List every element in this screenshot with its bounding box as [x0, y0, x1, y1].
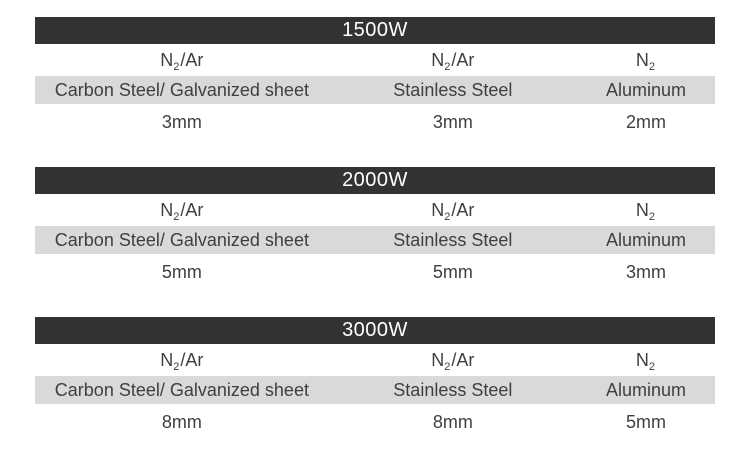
gas-cell — [35, 194, 329, 226]
gas-base: N — [431, 50, 445, 70]
material-cell: Aluminum — [605, 380, 686, 400]
gas-suffix: /Ar — [180, 200, 204, 220]
material-cell: Stainless Steel — [393, 380, 513, 400]
gas-cell — [577, 344, 715, 376]
gas-row — [35, 44, 715, 76]
power-header — [35, 317, 715, 344]
thickness-cell: 5mm — [161, 262, 202, 282]
material-row — [35, 226, 715, 254]
gas-base: N — [635, 350, 649, 370]
power-section-2000w — [35, 167, 715, 290]
gas-cell — [35, 344, 329, 376]
gas-suffix: /Ar — [180, 350, 204, 370]
power-spec-tables — [35, 17, 715, 461]
power-section-3000w — [35, 317, 715, 440]
gas-suffix: /Ar — [451, 350, 475, 370]
thickness-cell: 5mm — [625, 412, 666, 432]
gas-subscript: 2 — [648, 361, 656, 373]
material-cell: Stainless Steel — [393, 230, 513, 250]
gas-cell — [329, 194, 577, 226]
thickness-cell: 3mm — [625, 262, 666, 282]
thickness-cell: 5mm — [432, 262, 473, 282]
gas-subscript: 2 — [173, 211, 180, 223]
power-label: 1500W — [342, 19, 408, 41]
thickness-cell: 8mm — [161, 412, 202, 432]
thickness-cell: 8mm — [432, 412, 473, 432]
gas-base: N — [160, 200, 174, 220]
gas-cell — [329, 44, 577, 76]
gas-row — [35, 194, 715, 226]
gas-base: N — [160, 50, 174, 70]
thickness-cell: 3mm — [432, 112, 473, 132]
gas-cell — [329, 344, 577, 376]
gas-base: N — [431, 200, 445, 220]
material-cell: Aluminum — [605, 230, 686, 250]
gas-subscript: 2 — [444, 211, 451, 223]
material-cell: Carbon Steel/ Galvanized sheet — [54, 80, 309, 100]
power-header — [35, 17, 715, 44]
gas-cell — [577, 44, 715, 76]
power-header — [35, 167, 715, 194]
power-label: 3000W — [342, 319, 408, 341]
thickness-row — [35, 104, 715, 140]
power-section-1500w — [35, 17, 715, 140]
gas-subscript: 2 — [444, 361, 451, 373]
gas-base: N — [635, 50, 649, 70]
gas-suffix: /Ar — [451, 200, 475, 220]
material-cell: Aluminum — [605, 80, 686, 100]
material-cell: Carbon Steel/ Galvanized sheet — [54, 230, 309, 250]
gas-row — [35, 344, 715, 376]
material-row — [35, 376, 715, 404]
gas-subscript: 2 — [648, 211, 656, 223]
gas-base: N — [431, 350, 445, 370]
gas-subscript: 2 — [444, 61, 451, 73]
gas-cell — [577, 194, 715, 226]
gas-subscript: 2 — [173, 361, 180, 373]
gas-subscript: 2 — [173, 61, 180, 73]
gas-subscript: 2 — [648, 61, 656, 73]
thickness-row — [35, 404, 715, 440]
gas-base: N — [635, 200, 649, 220]
power-label: 2000W — [342, 169, 408, 191]
gas-cell — [35, 44, 329, 76]
thickness-cell: 2mm — [625, 112, 666, 132]
gas-suffix: /Ar — [180, 50, 204, 70]
material-cell: Carbon Steel/ Galvanized sheet — [54, 380, 309, 400]
gas-suffix: /Ar — [451, 50, 475, 70]
thickness-row — [35, 254, 715, 290]
thickness-cell: 3mm — [161, 112, 202, 132]
material-cell: Stainless Steel — [393, 80, 513, 100]
material-row — [35, 76, 715, 104]
gas-base: N — [160, 350, 174, 370]
